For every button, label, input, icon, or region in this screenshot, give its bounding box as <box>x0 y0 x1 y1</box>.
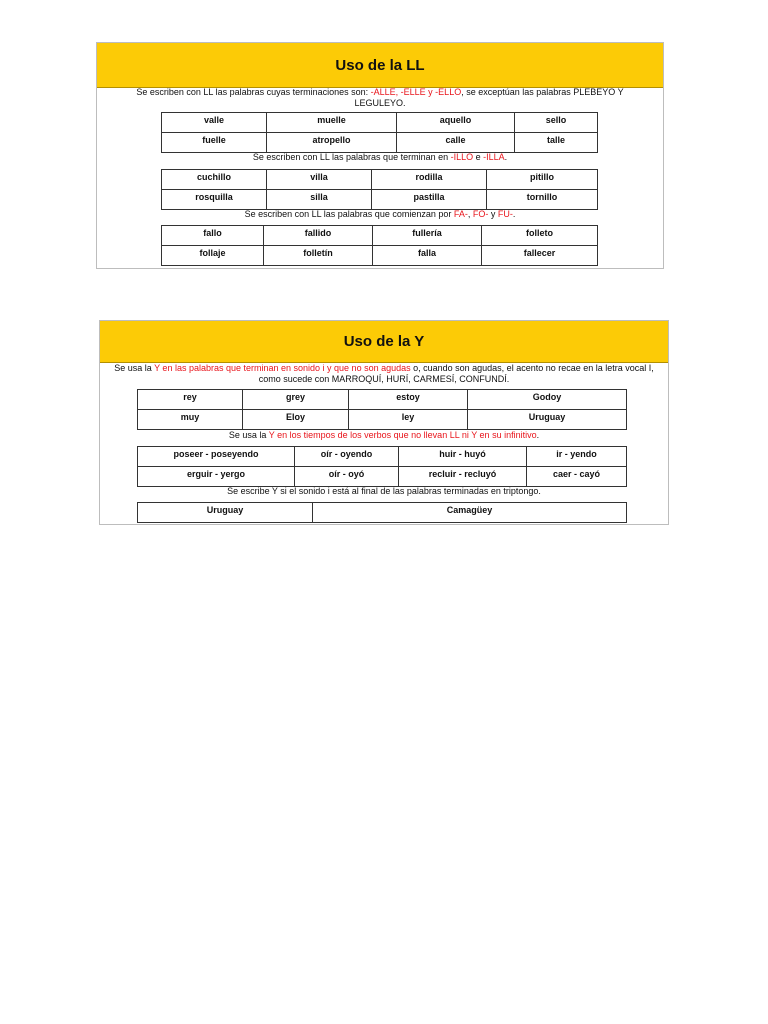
ll-rule-3-highlight-3: FU- <box>497 209 513 219</box>
ll-rule-3-separator-2: y <box>488 209 498 219</box>
table-cell: pitillo <box>487 170 598 190</box>
table-cell: calle <box>397 133 515 153</box>
table-cell: caer - cayó <box>527 467 627 487</box>
table-cell: ley <box>349 410 468 430</box>
table-row <box>138 410 627 430</box>
table-cell: talle <box>515 133 598 153</box>
table-row <box>162 190 598 210</box>
ll-rule-1-highlight: -ALLE, -ELLE y -ELLO <box>370 87 462 97</box>
y-card <box>99 320 669 525</box>
table-cell: muy <box>138 410 243 430</box>
table-cell: follaje <box>162 246 264 266</box>
table-row <box>138 503 627 523</box>
table-cell: valle <box>162 113 267 133</box>
ll-rule-3 <box>117 209 643 220</box>
table-row <box>162 246 598 266</box>
table-cell: folletín <box>264 246 373 266</box>
ll-rule-1-text: Se escriben con LL las palabras cuyas terminaciones son: <box>136 87 371 97</box>
y-rule-2 <box>114 430 654 441</box>
table-row <box>162 113 598 133</box>
ll-rule-2-highlight-1: -ILLO <box>450 152 474 162</box>
table-cell: poseer - poseyendo <box>138 447 295 467</box>
table-row <box>162 170 598 190</box>
ll-rule-2-period: . <box>504 152 508 162</box>
table-row <box>162 133 598 153</box>
table-cell: muelle <box>267 113 397 133</box>
y-rule-1-highlight: Y en las palabras que terminan en sonido i y que no son agudas <box>154 363 411 373</box>
y-rule-3: Se escribe Y si el sonido i está al final de las palabras terminadas en triptongo. <box>227 486 541 496</box>
table-cell: falla <box>373 246 482 266</box>
y-rule-2-period: . <box>536 430 540 440</box>
ll-rule-3-period: . <box>512 209 516 219</box>
table-cell: fallido <box>264 226 373 246</box>
table-cell: Godoy <box>468 390 627 410</box>
ll-rule-2-highlight-2: -ILLA <box>483 152 505 162</box>
table-cell: oír - oyó <box>295 467 399 487</box>
table-cell: villa <box>267 170 372 190</box>
y-rule-1-text-end: o, cuando son agudas, el acento no recae en la letra vocal I, como sucede con MARROQUÍ, HURÍ, CARMESÍ, CONFUNDÍ. <box>258 363 654 384</box>
table-cell: fallo <box>162 226 264 246</box>
ll-rule-3-separator-1: , <box>467 209 473 219</box>
table-cell: recluir - recluyó <box>399 467 527 487</box>
table-cell: rey <box>138 390 243 410</box>
ll-table-3 <box>161 225 598 266</box>
table-cell: oír - oyendo <box>295 447 399 467</box>
ll-rule-2-text: Se escriben con LL las palabras que terminan en <box>252 152 451 162</box>
y-rule-1 <box>114 363 654 385</box>
ll-table-1 <box>161 112 598 153</box>
table-cell: cuchillo <box>162 170 267 190</box>
table-cell: rodilla <box>372 170 487 190</box>
table-cell: folleto <box>482 226 598 246</box>
table-cell: pastilla <box>372 190 487 210</box>
table-cell: estoy <box>349 390 468 410</box>
table-cell: Uruguay <box>138 503 313 523</box>
table-cell: aquello <box>397 113 515 133</box>
table-cell: rosquilla <box>162 190 267 210</box>
ll-rule-3-highlight-1: FA- <box>453 209 468 219</box>
y-rule-1-text: Se usa la <box>114 363 155 373</box>
table-row <box>138 467 627 487</box>
ll-rule-3-text: Se escriben con LL las palabras que comienzan por <box>244 209 454 219</box>
table-cell: sello <box>515 113 598 133</box>
table-cell: atropello <box>267 133 397 153</box>
ll-rule-1-text-end: , se exceptúan las palabras PLEBEYO Y LEGULEYO. <box>354 87 624 108</box>
ll-card-title: Uso de la LL <box>97 43 663 88</box>
y-table-3 <box>137 502 627 523</box>
table-cell: fuelle <box>162 133 267 153</box>
table-cell: fullería <box>373 226 482 246</box>
table-cell: fallecer <box>482 246 598 266</box>
table-cell: silla <box>267 190 372 210</box>
table-row <box>138 447 627 467</box>
table-cell: Uruguay <box>468 410 627 430</box>
y-table-2 <box>137 446 627 487</box>
table-cell: erguir - yergo <box>138 467 295 487</box>
table-cell: grey <box>243 390 349 410</box>
table-cell: Camagüey <box>313 503 627 523</box>
ll-rule-2 <box>117 152 643 163</box>
y-rule-2-highlight: Y en los tiempos de los verbos que no llevan LL ni Y en su infinitivo <box>268 430 537 440</box>
table-cell: Eloy <box>243 410 349 430</box>
table-cell: ir - yendo <box>527 447 627 467</box>
y-card-title: Uso de la Y <box>100 321 668 363</box>
table-row <box>162 226 598 246</box>
table-cell: tornillo <box>487 190 598 210</box>
y-rule-2-text: Se usa la <box>228 430 269 440</box>
ll-rule-1 <box>117 87 643 109</box>
ll-rule-2-conjunction: e <box>473 152 484 162</box>
table-row <box>138 390 627 410</box>
ll-table-2 <box>161 169 598 210</box>
table-cell: huir - huyó <box>399 447 527 467</box>
ll-rule-3-highlight-2: FO- <box>472 209 489 219</box>
y-table-1 <box>137 389 627 430</box>
ll-card <box>96 42 664 269</box>
